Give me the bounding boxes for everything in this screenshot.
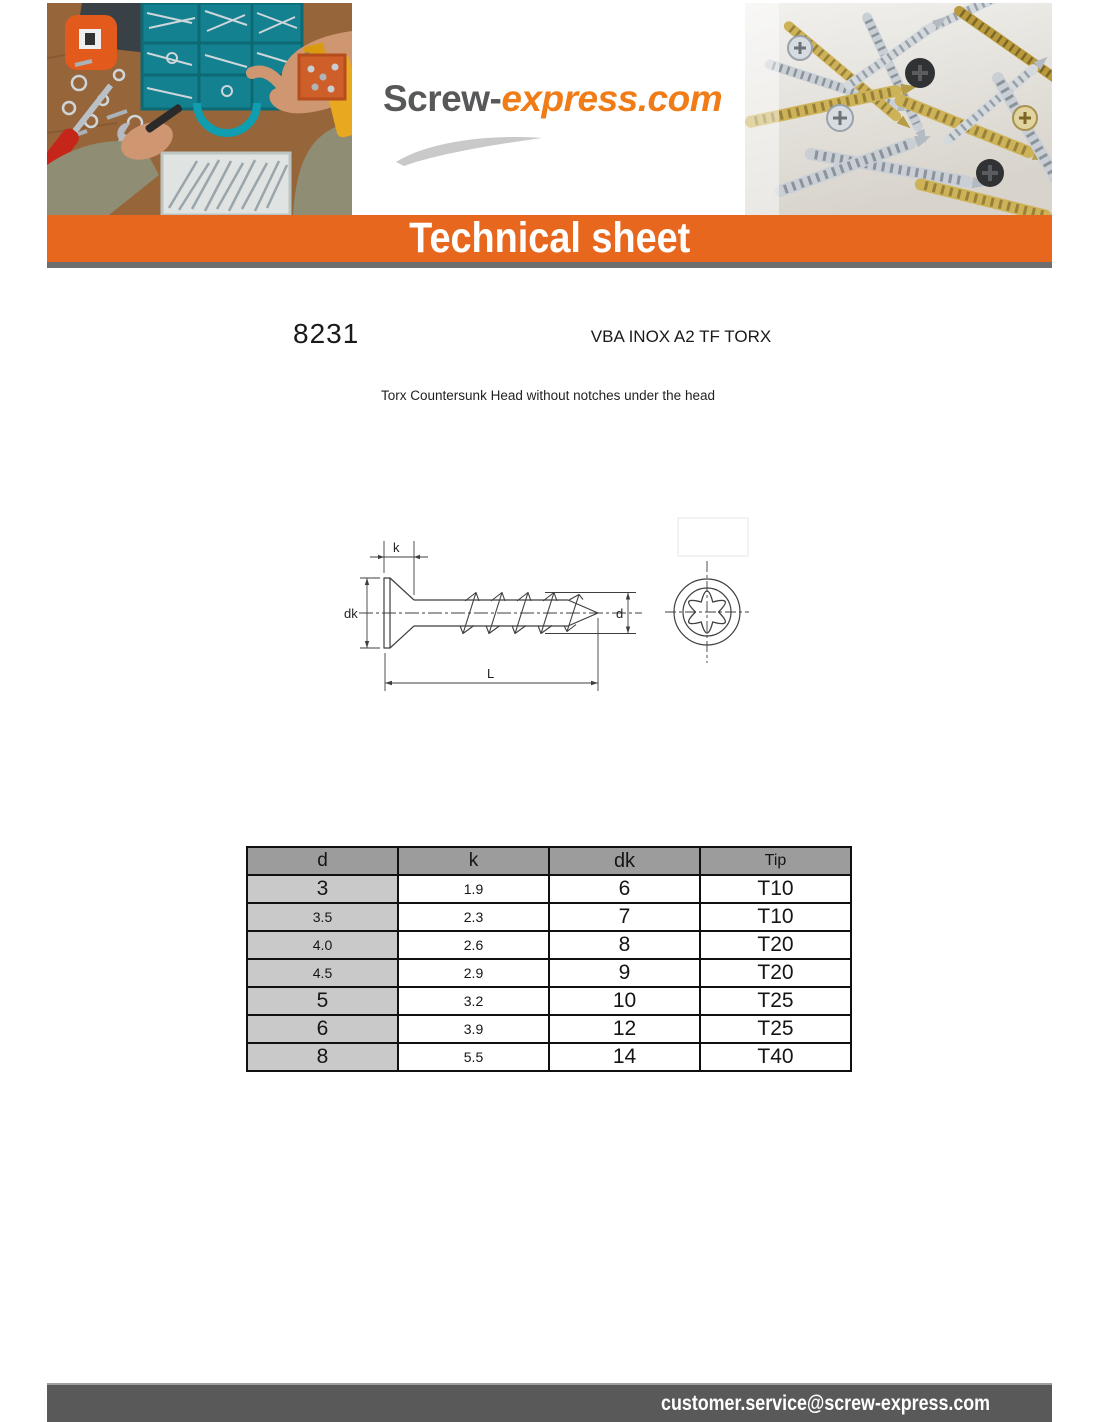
table-cell: T40 bbox=[700, 1043, 851, 1071]
product-code: 8231 bbox=[293, 318, 360, 349]
table-cell: 8 bbox=[549, 931, 700, 959]
table-header-cell: dk bbox=[549, 847, 700, 875]
table-row bbox=[247, 903, 851, 931]
table-cell: 1.9 bbox=[398, 875, 549, 903]
table-row bbox=[247, 875, 851, 903]
table-row bbox=[247, 1043, 851, 1071]
logo bbox=[383, 78, 743, 120]
table-cell: T25 bbox=[700, 987, 851, 1015]
label-k: k bbox=[393, 540, 400, 555]
workbench-photo bbox=[47, 3, 352, 215]
table-cell: 3.9 bbox=[398, 1015, 549, 1043]
screws-photo-illustration bbox=[745, 3, 1052, 215]
workbench-photo-illustration bbox=[47, 3, 352, 215]
table-cell: 10 bbox=[549, 987, 700, 1015]
table-header-cell: d bbox=[247, 847, 398, 875]
table-header-row bbox=[247, 847, 851, 875]
table-cell: 6 bbox=[247, 1015, 398, 1043]
table-cell: T25 bbox=[700, 1015, 851, 1043]
table-cell: T10 bbox=[700, 875, 851, 903]
table-cell: 4.5 bbox=[247, 959, 398, 987]
logo-text-gray: Screw- bbox=[383, 78, 502, 119]
table-cell: T20 bbox=[700, 931, 851, 959]
table-cell: 3.2 bbox=[398, 987, 549, 1015]
table-cell: 3.5 bbox=[247, 903, 398, 931]
table-cell: 5.5 bbox=[398, 1043, 549, 1071]
table-row bbox=[247, 1015, 851, 1043]
torx-top-view bbox=[665, 561, 749, 663]
table-cell: 4.0 bbox=[247, 931, 398, 959]
table-cell: 9 bbox=[549, 959, 700, 987]
logo-swoosh bbox=[388, 132, 548, 166]
table-cell: 7 bbox=[549, 903, 700, 931]
product-description: Torx Countersunk Head without notches under the head bbox=[381, 388, 715, 403]
label-L: L bbox=[487, 666, 495, 681]
logo-text-orange: express.com bbox=[501, 78, 723, 119]
footer-email: customer.service@screw-express.com bbox=[661, 1391, 990, 1415]
table-cell: 8 bbox=[247, 1043, 398, 1071]
parts-bin bbox=[299, 55, 345, 99]
banner-title: Technical sheet bbox=[408, 214, 691, 262]
table-cell: T10 bbox=[700, 903, 851, 931]
table-cell: 12 bbox=[549, 1015, 700, 1043]
screw-technical-drawing bbox=[340, 515, 780, 700]
table-cell: 5 bbox=[247, 987, 398, 1015]
table-cell: 2.6 bbox=[398, 931, 549, 959]
table-cell: 3 bbox=[247, 875, 398, 903]
table-row bbox=[247, 959, 851, 987]
product-name: VBA INOX A2 TF TORX bbox=[590, 327, 772, 346]
screw-tray bbox=[162, 153, 290, 215]
table-header-cell: k bbox=[398, 847, 549, 875]
table-cell: 14 bbox=[549, 1043, 700, 1071]
label-dk: dk bbox=[344, 606, 358, 621]
table-row bbox=[247, 987, 851, 1015]
banner-divider bbox=[47, 262, 1052, 268]
table-row bbox=[247, 931, 851, 959]
footer-bar bbox=[47, 1383, 1052, 1422]
screws-photo bbox=[745, 3, 1052, 215]
label-d: d bbox=[616, 606, 624, 621]
dimensions-table bbox=[246, 846, 852, 1072]
table-header-cell: Tip bbox=[700, 847, 851, 875]
technical-sheet-banner bbox=[47, 215, 1052, 262]
table-cell: 2.9 bbox=[398, 959, 549, 987]
table-cell: 2.3 bbox=[398, 903, 549, 931]
table-cell: 6 bbox=[549, 875, 700, 903]
table-cell: T20 bbox=[700, 959, 851, 987]
